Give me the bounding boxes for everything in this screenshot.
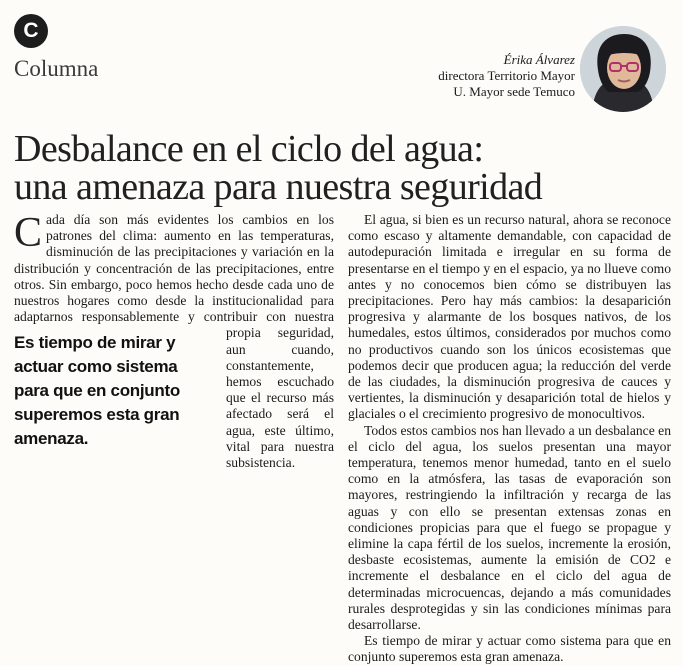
column-badge [14, 14, 48, 48]
author-role: directora Territorio Mayor [438, 68, 575, 83]
article-column-1 [14, 212, 334, 481]
section-label: Columna [14, 56, 99, 81]
article-paragraph-1-text: ada día son más evidentes los cambios en los patrones del clima: aumento en las temperaturas, disminución de las precipitaciones y variación en la distribución y concentración de las precipitaciones, entre otros. Sin embargo, poco hemos hecho desde cada uno de nuestros hogares como desde la institucionalidad para adaptarnos responsablemente y contribuir [14, 212, 334, 325]
article-paragraph-2: El agua, si bien es un recurso natural, ahora se reconoce como escaso y altamente demandable, con capacidad de autodepuración limitada e irregular en su forma de presentarse en el tiempo y en el espacio, ya no llueve como antes y no conocemos bien cómo se distribuyen las precipitaciones. Pero hay más cambios: la desaparición progresiva y alarmante de los bosques nativos, de los humedales, estos últimos, considerados por muchos como no productivos cuando son los únicos ecosistemas que podemos decir que producen agua; la reducción del verde de las ciudades, la disminución progresiva de cauces y vertientes, la disminución y desaparición total de hielos y glaciales o el crecimiento progresivo de monocultivos. [348, 212, 671, 422]
headline-line-1: Desbalance en el ciclo del agua: [14, 128, 484, 170]
drop-cap: C [14, 210, 43, 256]
article-column-2 [348, 212, 671, 666]
author-photo [580, 26, 666, 112]
author-name: Érika Álvarez [503, 52, 575, 67]
article-paragraph-4: Es tiempo de mirar y actuar como sistema para que en conjunto superemos esta gran amenaza. [348, 633, 671, 665]
article-paragraph-3: Todos estos cambios nos han llevado a un desbalance en el ciclo del agua, los suelos presentan una mayor temperatura, tenemos menor humedad, tanto en el suelo como en la atmósfera, las tasas de evaporación son mayores, restringiendo la infiltración y recarga de las aguas y con ello se presentan extensas zonas en condiciones propicias para que el fuego se propague y elimine la capa fértil de los suelos, incremente la erosión, desbaste ecosistemas, aumente la emisión de CO2 e incremente el desbalance en el ciclo del agua de determinadas microcuencas, dejando a más comunidades rurales desprotegidas y sin las condiciones mínimas para desarrollarse. [348, 422, 671, 633]
column-badge-letter: C [23, 19, 39, 42]
headline-line-2: una amenaza para nuestra seguridad [14, 166, 543, 208]
headline [14, 130, 542, 206]
paragraph-1-continuation: con nuestra propia seguridad, aun cuando, constantemente, hemos escuchado que el recurso más afectado será el agua, este último, vital para nuestra subsistencia. [226, 309, 335, 471]
pull-quote: Es tiempo de mirar y actuar como sistema para que en conjunto superemos esta gran amenaza. [14, 333, 180, 449]
article-paragraph-1 [14, 212, 334, 471]
pull-quote-wrap [14, 331, 214, 481]
author-byline [438, 52, 575, 100]
author-affiliation: U. Mayor sede Temuco [453, 84, 575, 99]
